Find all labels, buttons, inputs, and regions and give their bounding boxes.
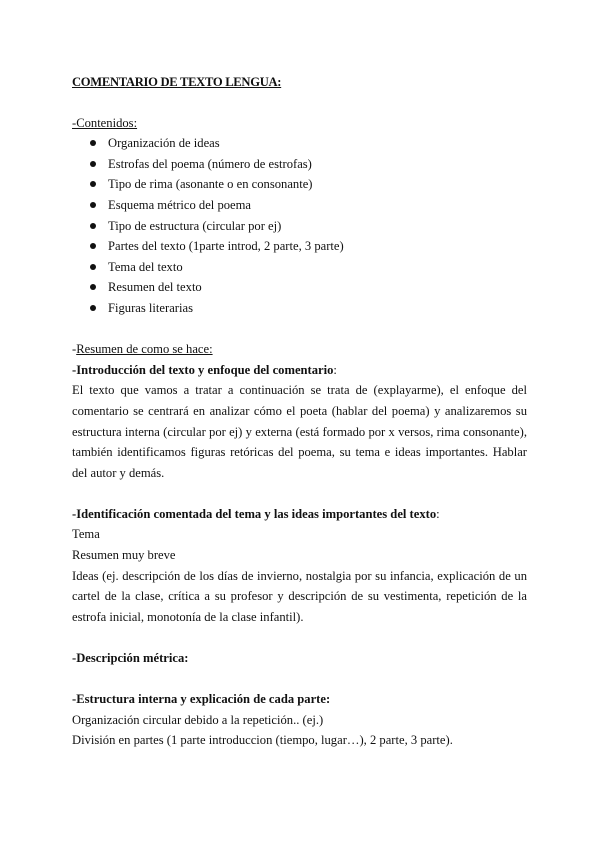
bullet-icon (90, 140, 96, 146)
contenidos-list (72, 133, 527, 318)
document-page (72, 72, 527, 751)
list-item: Tipo de rima (asonante o en consonante) (72, 174, 527, 195)
bullet-icon (90, 305, 96, 311)
document-title: COMENTARIO DE TEXTO LENGUA: (72, 75, 282, 89)
bullet-icon (90, 202, 96, 208)
spacer (72, 627, 527, 648)
spacer (72, 319, 527, 340)
list-item: Organización de ideas (72, 133, 527, 154)
list-item: Tipo de estructura (circular por ej) (72, 216, 527, 237)
bullet-icon (90, 243, 96, 249)
list-item: Estrofas del poema (número de estrofas) (72, 154, 527, 175)
bullet-icon (90, 161, 96, 167)
contenidos-heading: -Contenidos: (72, 115, 138, 130)
spacer (72, 483, 527, 504)
list-item: Figuras literarias (72, 298, 527, 319)
spacer (72, 669, 527, 690)
estructura-line: División en partes (1 parte introduccion (tiempo, lugar…), 2 parte, 3 parte). (72, 733, 453, 748)
list-item: Esquema métrico del poema (72, 195, 527, 216)
bullet-icon (90, 181, 96, 187)
resumen-heading: -Resumen de como se hace: (72, 342, 213, 357)
estructura-line: Organización circular debido a la repetición.. (ej.) (72, 712, 324, 727)
spacer (72, 92, 527, 113)
list-item: Partes del texto (1parte introd, 2 parte, 3 parte) (72, 236, 527, 257)
bullet-icon (90, 284, 96, 290)
list-item: Tema del texto (72, 257, 527, 278)
identificacion-line: Tema (72, 527, 100, 542)
bullet-icon (90, 264, 96, 270)
identificacion-ideas: Ideas (ej. descripción de los días de invierno, nostalgia por su infancia, explicación de un cartel de la clase, crítica a su profesor y descripción de su vestimenta, repetición de la estrofa inicial, monotonía de la clase infantil). (72, 568, 527, 624)
list-item: Resumen del texto (72, 277, 527, 298)
estructura-heading: -Estructura interna y explicación de cada parte: (72, 692, 331, 707)
descripcion-heading: -Descripción métrica: (72, 651, 189, 666)
intro-heading: -Introducción del texto y enfoque del comentario: (72, 362, 337, 377)
identificacion-line: Resumen muy breve (72, 548, 176, 563)
intro-body: El texto que vamos a tratar a continuación se trata de (explayarme), el enfoque del comentario se centrará en analizar cómo el poeta (hablar del poema) y analizaremos su estructura interna (circular por ej) y externa (está formado por x versos, rima consonante), también identificamos figuras retóricas del poema, su tema e ideas importantes. Hablar del autor y demás. (72, 383, 527, 480)
identificacion-heading: -Identificación comentada del tema y las ideas importantes del texto: (72, 506, 440, 521)
bullet-icon (90, 223, 96, 229)
